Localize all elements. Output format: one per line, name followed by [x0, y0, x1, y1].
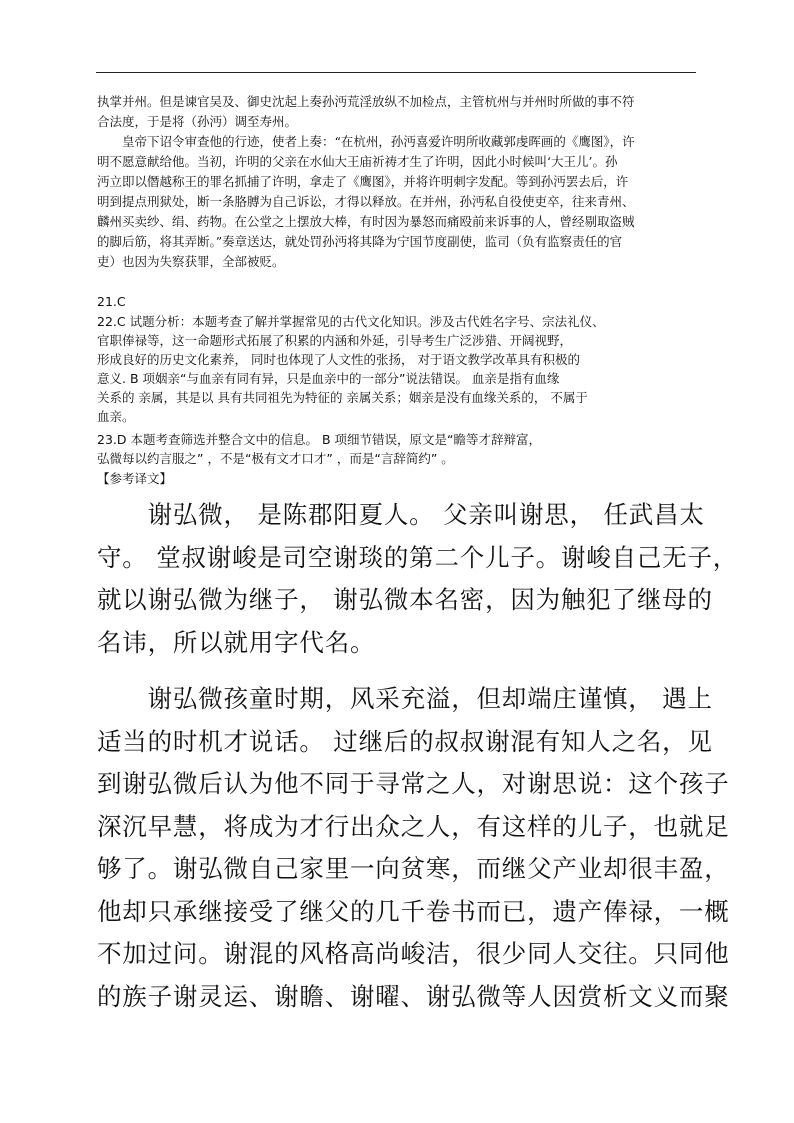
text-line: 吏）也因为失察获罪，全部被贬。 — [97, 254, 285, 269]
reference-title — [97, 469, 697, 488]
answer-21-text: 21.C — [97, 294, 126, 309]
text-line: 23.D 本题考查筛选并整合文中的信息。 B 项细节错误，原文是“瞻等才辞辩富， — [97, 432, 541, 447]
text-line: 的族子谢灵运、谢瞻、谢曜、谢弘微等人因赏析文义而聚 — [97, 981, 730, 1011]
reference-title-text: 【参考译文】 — [97, 471, 173, 486]
text-line: 弘微每以约言服之” ，不是“极有文才口才” ，而是“言辞简约” 。 — [97, 451, 454, 466]
text-line: 皇帝下诏令审查他的行迹，使者上奏：“在杭州，孙沔喜爱许明所收藏郭虔晖画的《鹰图》，许 — [97, 134, 635, 149]
emperor-paragraph — [97, 132, 697, 272]
text-line: 名讳，所以就用字代名。 — [97, 627, 376, 657]
text-line: 执掌并州。但是谏官吴及、御史沈起上奏孙沔荒淫放纵不加检点，主管杭州与并州时所做的事不符 — [97, 94, 635, 109]
text-line: 血亲。 — [97, 409, 135, 424]
text-line: 他却只承继接受了继父的几千卷书而已，遗产俸禄，一概 — [97, 896, 730, 926]
text-line: 形成良好的历史文化素养， 同时也体现了人文性的张扬， 对于语文教学改革具有积极的 — [97, 352, 580, 367]
text-line: 够了。谢弘微自己家里一向贫寒，而继父产业却很丰盈， — [97, 854, 730, 883]
translation — [97, 494, 739, 1018]
answer-23 — [97, 430, 697, 468]
text-line: 谢弘微孩童时期，风采充溢，但却端庄谨慎， 遇上 — [97, 684, 713, 713]
text-line: 沔立即以僭越称王的罪名抓捕了许明，拿走了《鹰图》，并将许明刺字发配。等到孙沔罢去后，许 — [97, 174, 629, 189]
text-line: 麟州买卖纱、绢、药物。在公堂之上摆放大棒，有时因为暴怒而痛殴前来诉事的人，曾经剔取盗贼 — [97, 214, 635, 229]
answer-22 — [97, 312, 697, 426]
text-line: 不加过问。谢混的风格高尚峻洁，很少同人交往。只同他 — [97, 939, 730, 968]
text-line: 深沉早慧，将成为才行出众之人，有这样的儿子，也就足 — [97, 811, 730, 841]
text-line: 意义. B 项姻亲“与血亲有同有异，只是血亲中的一部分”说法错误。 血亲是指有血缘 — [97, 371, 560, 386]
text-line: 官职俸禄等，这一命题形式拓展了积累的内涵和外延，引导考生广泛涉猎、开阔视野， — [97, 333, 573, 348]
text-line: 关系的 亲属，其是以 具有共同祖先为特征的 亲属关系；姻亲是没有血缘关系的， 不属于 — [97, 390, 588, 405]
text-line — [97, 664, 697, 678]
text-line: 的脚后筋，将其弄断。”奏章送达，就处罚孙沔将其降为宁国节度副使，监司（负有监察责任的官 — [97, 234, 623, 249]
text-line: 适当的时机才说话。 过继后的叔叔谢混有知人之名，见 — [97, 726, 713, 756]
answer-21 — [97, 292, 697, 311]
text-line: 到谢弘微后认为他不同于寻常之人，对谢思说：这个孩子 — [97, 769, 730, 798]
text-line: 谢弘微， 是陈郡阳夏人。 父亲叫谢思， 任武昌太 — [97, 500, 705, 529]
text-line: 就以谢弘微为继子， 谢弘微本名密，因为触犯了继母的 — [97, 585, 713, 614]
text-line: 明到提点刑狱处，断一条胳膊为自己诉讼，才得以释放。在并州，孙沔私自役使吏卒，往来青州、 — [97, 194, 635, 209]
text-line: 明不愿意献给他。当初，许明的父亲在水仙大王庙祈祷才生了许明，因此小时候叫‘大王儿’。孙 — [97, 154, 618, 169]
previous-paragraph — [97, 92, 697, 132]
text-line: 合法度，于是将（孙沔）调至寿州。 — [97, 114, 298, 129]
text-line: 22.C 试题分析：本题考查了解并掌握常见的古代文化知识。涉及古代姓名字号、宗法礼仪、 — [97, 314, 605, 329]
text-line: 守。 堂叔谢峻是司空谢琰的第二个儿子。谢峻自己无子， — [97, 542, 739, 572]
header-rule — [96, 72, 696, 73]
